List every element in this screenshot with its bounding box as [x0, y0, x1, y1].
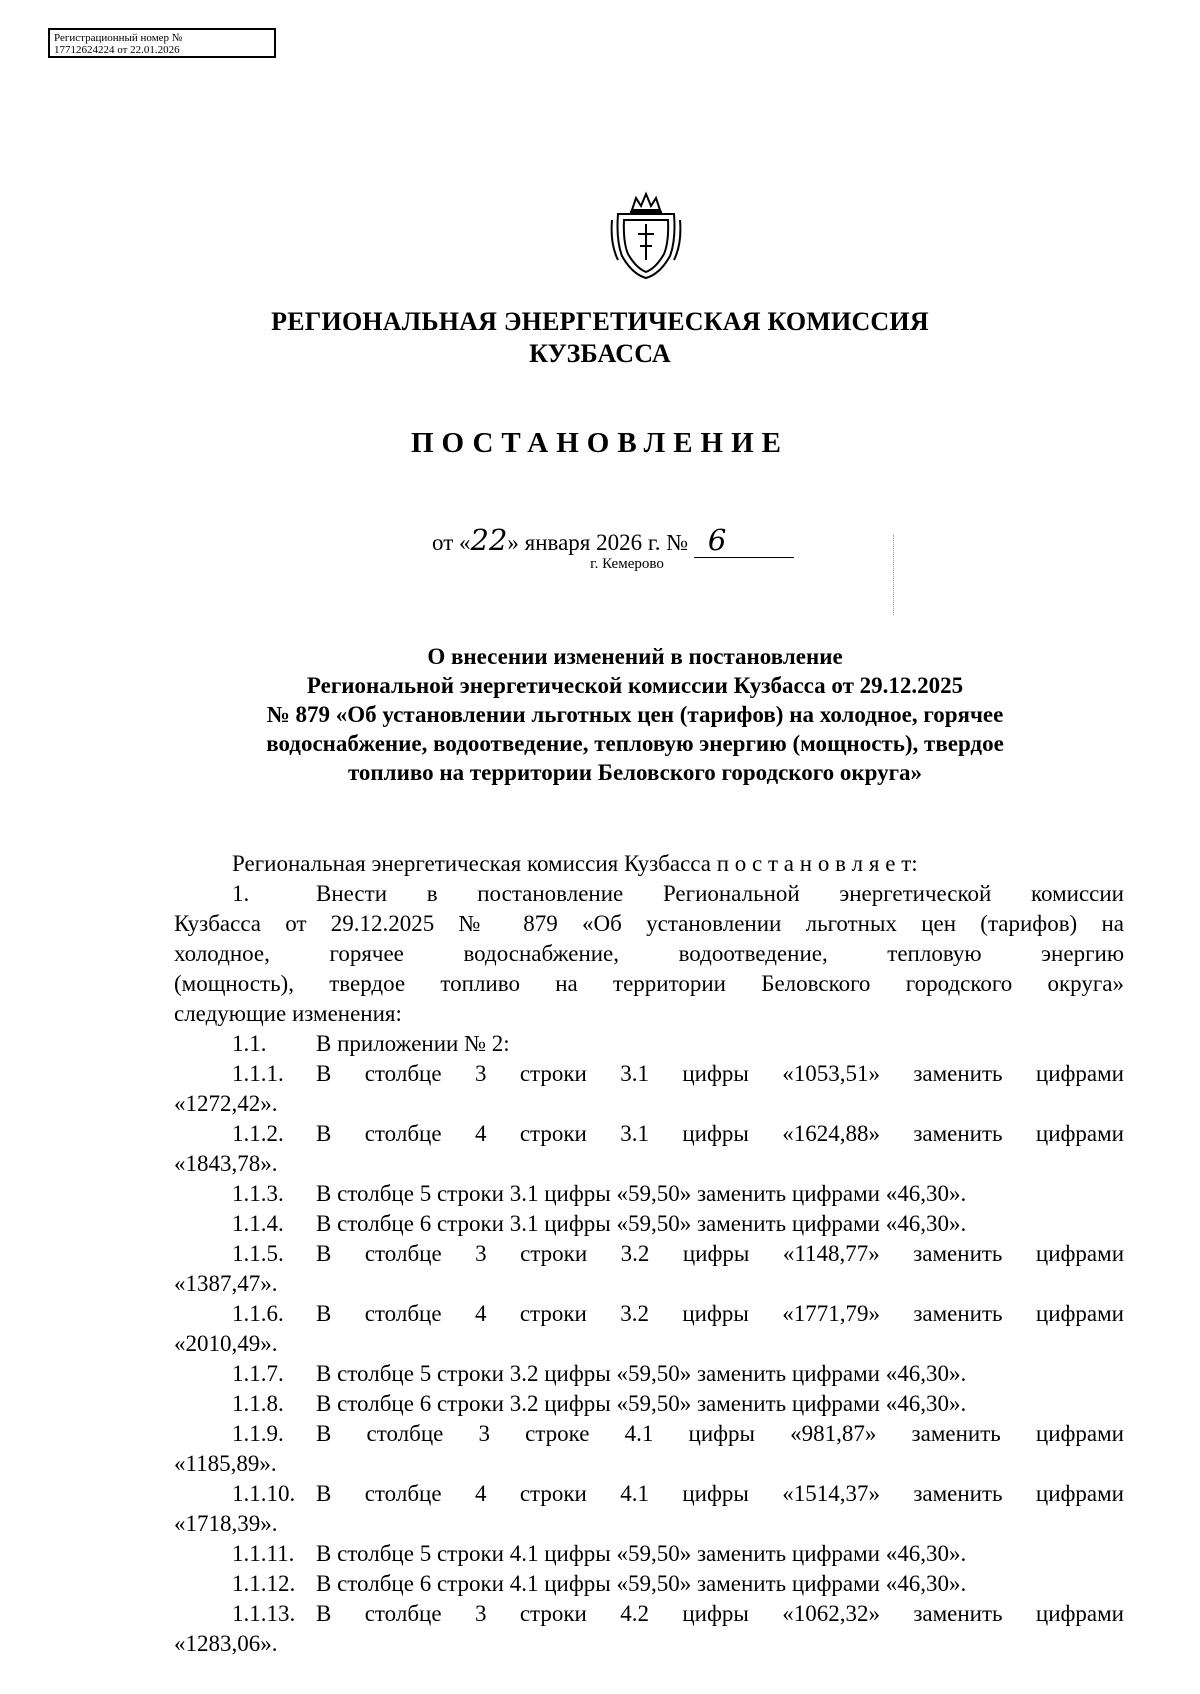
- list-item-continuation: «1185,89».: [174, 1451, 277, 1476]
- list-item-continuation: «1272,42».: [174, 1091, 278, 1116]
- intro-paragraph: Региональная энергетическая комиссия Кузбасса п о с т а н о в л я е т:: [232, 851, 918, 876]
- subject-line: водоснабжение, водоотведение, тепловую энергию (мощность), твердое: [266, 731, 1004, 756]
- list-item: 1.1.1. В столбце 3 строки 3.1 цифры «1053,51» заменить цифрами: [232, 1061, 1124, 1086]
- list-item: 1.1.3. В столбце 5 строки 3.1 цифры «59,50» заменить цифрами «46,30».: [232, 1181, 967, 1206]
- list-item-continuation: «1283,06».: [174, 1631, 278, 1656]
- item-1-line: Кузбасса от 29.12.2025 № 879 «Об установлении льготных цен (тарифов) на: [174, 911, 1124, 936]
- subject-heading: [170, 642, 1100, 787]
- coat-of-arms-icon: [608, 190, 684, 282]
- item-number: 1.: [232, 881, 250, 906]
- organization-name-line-1: РЕГИОНАЛЬНАЯ ЭНЕРГЕТИЧЕСКАЯ КОМИССИЯ: [271, 307, 929, 336]
- document-body: [174, 849, 1124, 1659]
- item-1-line: следующие изменения:: [174, 1001, 402, 1026]
- subject-line: О внесении изменений в постановление: [427, 644, 843, 669]
- list-item-continuation: «1843,78».: [174, 1151, 278, 1176]
- list-item: 1.1.8. В столбце 6 строки 3.2 цифры «59,50» заменить цифрами «46,30».: [232, 1391, 967, 1416]
- document-type: ПОСТАНОВЛЕНИЕ: [410, 427, 789, 459]
- list-item-continuation: «2010,49».: [174, 1331, 278, 1356]
- list-item: 1.1.4. В столбце 6 строки 3.1 цифры «59,50» заменить цифрами «46,30».: [232, 1211, 967, 1236]
- item-1-line: 1. Внести в постановление Региональной энергетической комиссии: [174, 879, 1124, 909]
- date-line: [432, 523, 794, 558]
- list-item: 1.1.7. В столбце 5 строки 3.2 цифры «59,50» заменить цифрами «46,30».: [232, 1361, 967, 1386]
- handwritten-number: 6: [707, 523, 727, 557]
- city: г. Кемерово: [590, 556, 664, 572]
- subject-line: топливо на территории Беловского городского округа»: [347, 760, 923, 785]
- scan-artifact: [893, 535, 896, 615]
- list-item: 1.1.12. В столбце 6 строки 4.1 цифры «59,50» заменить цифрами «46,30».: [232, 1571, 967, 1596]
- list-item: 1.1.5. В столбце 3 строки 3.2 цифры «1148,77» заменить цифрами: [232, 1241, 1124, 1266]
- list-item: 1.1.13. В столбце 3 строки 4.2 цифры «1062,32» заменить цифрами: [232, 1601, 1124, 1626]
- item-1-1: 1.1. В приложении № 2:: [174, 1029, 1124, 1059]
- document-number-field: [694, 523, 794, 558]
- subject-line: Региональной энергетической комиссии Кузбасса от 29.12.2025: [306, 673, 964, 698]
- organization-name-line-2: КУЗБАССА: [529, 339, 671, 368]
- stamp-line-2: 17712624224 от 22.01.2026: [54, 44, 180, 56]
- registration-stamp: [48, 28, 276, 58]
- list-item: 1.1.10. В столбце 4 строки 4.1 цифры «1514,37» заменить цифрами: [232, 1481, 1124, 1506]
- date-prefix: от «: [432, 530, 471, 555]
- list-item-continuation: «1387,47».: [174, 1271, 278, 1296]
- item-1-line: (мощность), твердое топливо на территории Беловского городского округа»: [174, 971, 1124, 996]
- list-item: 1.1.2. В столбце 4 строки 3.1 цифры «1624,88» заменить цифрами: [232, 1121, 1124, 1146]
- list-item: 1.1.11. В столбце 5 строки 4.1 цифры «59,50» заменить цифрами «46,30».: [232, 1541, 967, 1566]
- item-number: 1.1.: [232, 1031, 267, 1056]
- subject-line: № 879 «Об установлении льготных цен (тарифов) на холодное, горячее: [266, 702, 1004, 727]
- date-middle: » января 2026 г. №: [507, 530, 689, 555]
- handwritten-day: 22: [470, 523, 508, 557]
- item-1-line: холодное, горячее водоснабжение, водоотведение, тепловую энергию: [174, 941, 1124, 966]
- list-item-continuation: «1718,39».: [174, 1511, 278, 1536]
- list-item: 1.1.9. В столбце 3 строке 4.1 цифры «981,87» заменить цифрами: [232, 1421, 1124, 1446]
- stamp-line-1: Регистрационный номер №: [54, 32, 183, 44]
- list-item: 1.1.6. В столбце 4 строки 3.2 цифры «1771,79» заменить цифрами: [232, 1301, 1124, 1326]
